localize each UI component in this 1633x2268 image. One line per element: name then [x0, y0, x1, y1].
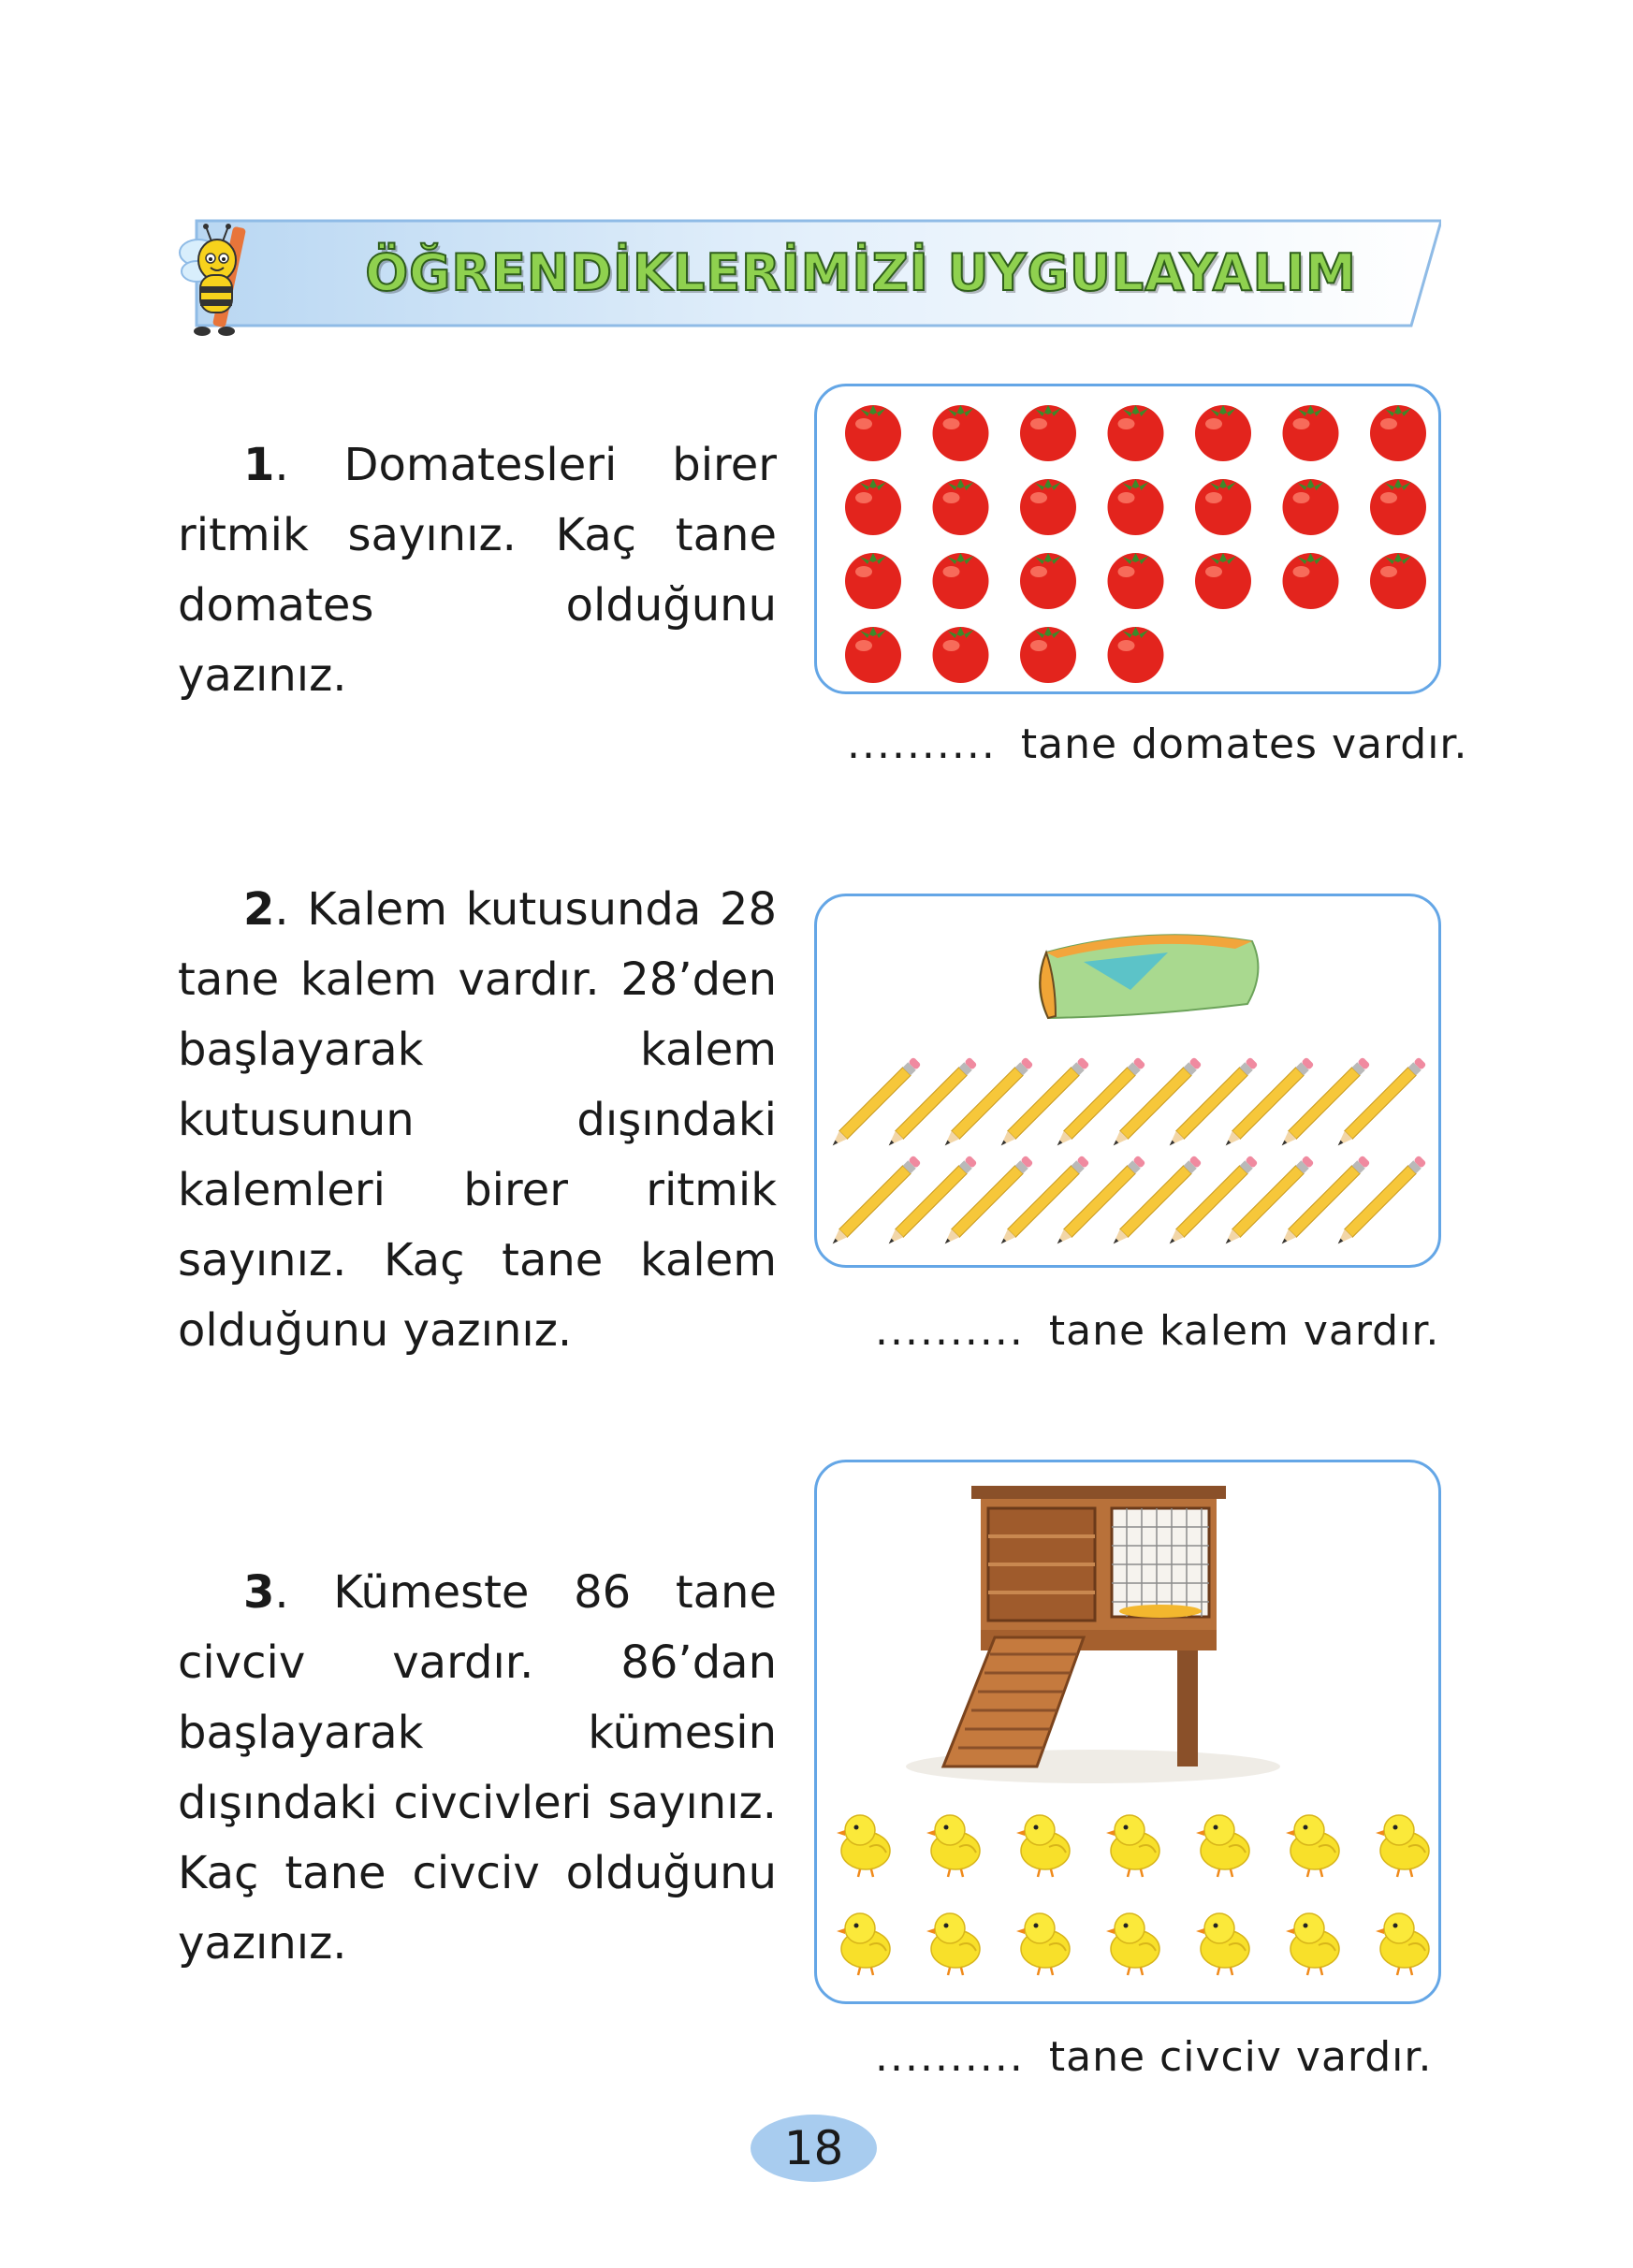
answer-blank[interactable]: ..........	[847, 720, 997, 768]
chick-icon	[926, 1913, 980, 1975]
chick-icon	[1196, 1815, 1249, 1877]
pencil-icon	[940, 1057, 1033, 1150]
chick-icon	[1286, 1815, 1339, 1877]
tomato-icon	[1195, 479, 1251, 535]
tomato-icon	[933, 405, 989, 461]
bee-mascot-icon	[178, 217, 262, 339]
question-number: 2	[243, 883, 275, 936]
tomato-icon	[1283, 479, 1339, 535]
pencil-icon	[1109, 1057, 1202, 1150]
section-banner	[178, 217, 1441, 329]
tomato-icon	[933, 627, 989, 683]
tomato-icon	[845, 553, 901, 609]
pencil-icon	[1165, 1156, 1258, 1248]
chick-icon	[1286, 1913, 1339, 1975]
pencil-icon	[997, 1057, 1089, 1150]
pencil-icon	[1221, 1057, 1314, 1150]
tomato-icon	[1283, 405, 1339, 461]
tomato-icon	[933, 553, 989, 609]
tomato-icon	[1020, 479, 1076, 535]
tomato-icon	[1020, 405, 1076, 461]
answer-line-3	[875, 2033, 1432, 2081]
question-3-text	[178, 1558, 777, 1979]
question-number: 1	[243, 439, 275, 491]
answer-blank[interactable]: ..........	[875, 1307, 1025, 1355]
section-title: ÖĞRENDİKLERİMİZİ UYGULAYALIM	[365, 243, 1357, 302]
tomato-icon	[1108, 553, 1164, 609]
chick-icon	[1376, 1913, 1429, 1975]
tomato-icon	[1195, 405, 1251, 461]
pencil-icon	[884, 1057, 977, 1150]
tomato-icon	[1283, 553, 1339, 609]
page-number: 18	[751, 2115, 877, 2182]
pencil-picture-box	[814, 894, 1441, 1268]
coop-picture-box	[814, 1460, 1441, 2004]
chick-icon	[1016, 1913, 1070, 1975]
tomato-icon	[1108, 405, 1164, 461]
chick-icon	[926, 1815, 980, 1877]
pencil-icon	[1221, 1156, 1314, 1248]
answer-text: tane domates vardır.	[1020, 720, 1468, 768]
question-number: 3	[243, 1566, 275, 1619]
question-body: . Kalem kutusunda 28 tane kalem vardır. 28’den başlayarak kalem kutusunun dışındaki kalemleri birer ritmik sayınız. Kaç tane kalem olduğunu yazınız.	[178, 883, 777, 1357]
pencil-icon	[1334, 1156, 1426, 1248]
answer-line-1	[847, 720, 1467, 768]
tomato-grid	[817, 386, 1444, 697]
pencil-icon	[1109, 1156, 1202, 1248]
tomato-icon	[845, 405, 901, 461]
tomato-picture-box	[814, 384, 1441, 694]
chick-icon	[837, 1913, 890, 1975]
pencil-icon	[1277, 1156, 1370, 1248]
tomato-icon	[845, 479, 901, 535]
question-1-text	[178, 430, 777, 711]
question-body: . Kümeste 86 tane civciv vardır. 86’dan başlayarak kümesin dışındaki civcivleri sayınız. Kaç tane civciv olduğunu yazınız.	[178, 1566, 777, 1970]
tomato-icon	[1108, 627, 1164, 683]
pencil-icon	[828, 1156, 921, 1248]
chick-icon	[1196, 1913, 1249, 1975]
pencil-icon	[884, 1156, 977, 1248]
pencil-icon	[1277, 1057, 1370, 1150]
chick-icon	[1106, 1913, 1159, 1975]
pencil-icon	[940, 1156, 1033, 1248]
tomato-icon	[845, 627, 901, 683]
tomato-icon	[1020, 553, 1076, 609]
chick-icon	[837, 1815, 890, 1877]
chick-grid	[817, 1462, 1444, 2007]
tomato-icon	[933, 479, 989, 535]
answer-line-2	[875, 1307, 1439, 1355]
pencil-grid	[817, 896, 1444, 1271]
pencil-icon	[1053, 1156, 1145, 1248]
tomato-icon	[1195, 553, 1251, 609]
question-body: . Domatesleri birer ritmik sayınız. Kaç tane domates olduğunu yazınız.	[178, 439, 777, 702]
chick-icon	[1016, 1815, 1070, 1877]
tomato-icon	[1370, 553, 1426, 609]
pencil-icon	[1334, 1057, 1426, 1150]
tomato-icon	[1108, 479, 1164, 535]
chick-icon	[1106, 1815, 1159, 1877]
pencil-icon	[1165, 1057, 1258, 1150]
question-2-text	[178, 875, 777, 1366]
answer-blank[interactable]: ..........	[875, 2033, 1025, 2081]
pencil-icon	[1053, 1057, 1145, 1150]
tomato-icon	[1020, 627, 1076, 683]
answer-text: tane civciv vardır.	[1048, 2033, 1433, 2081]
pencil-icon	[828, 1057, 921, 1150]
tomato-icon	[1370, 479, 1426, 535]
answer-text: tane kalem vardır.	[1048, 1307, 1440, 1355]
chick-icon	[1376, 1815, 1429, 1877]
pencil-icon	[997, 1156, 1089, 1248]
tomato-icon	[1370, 405, 1426, 461]
